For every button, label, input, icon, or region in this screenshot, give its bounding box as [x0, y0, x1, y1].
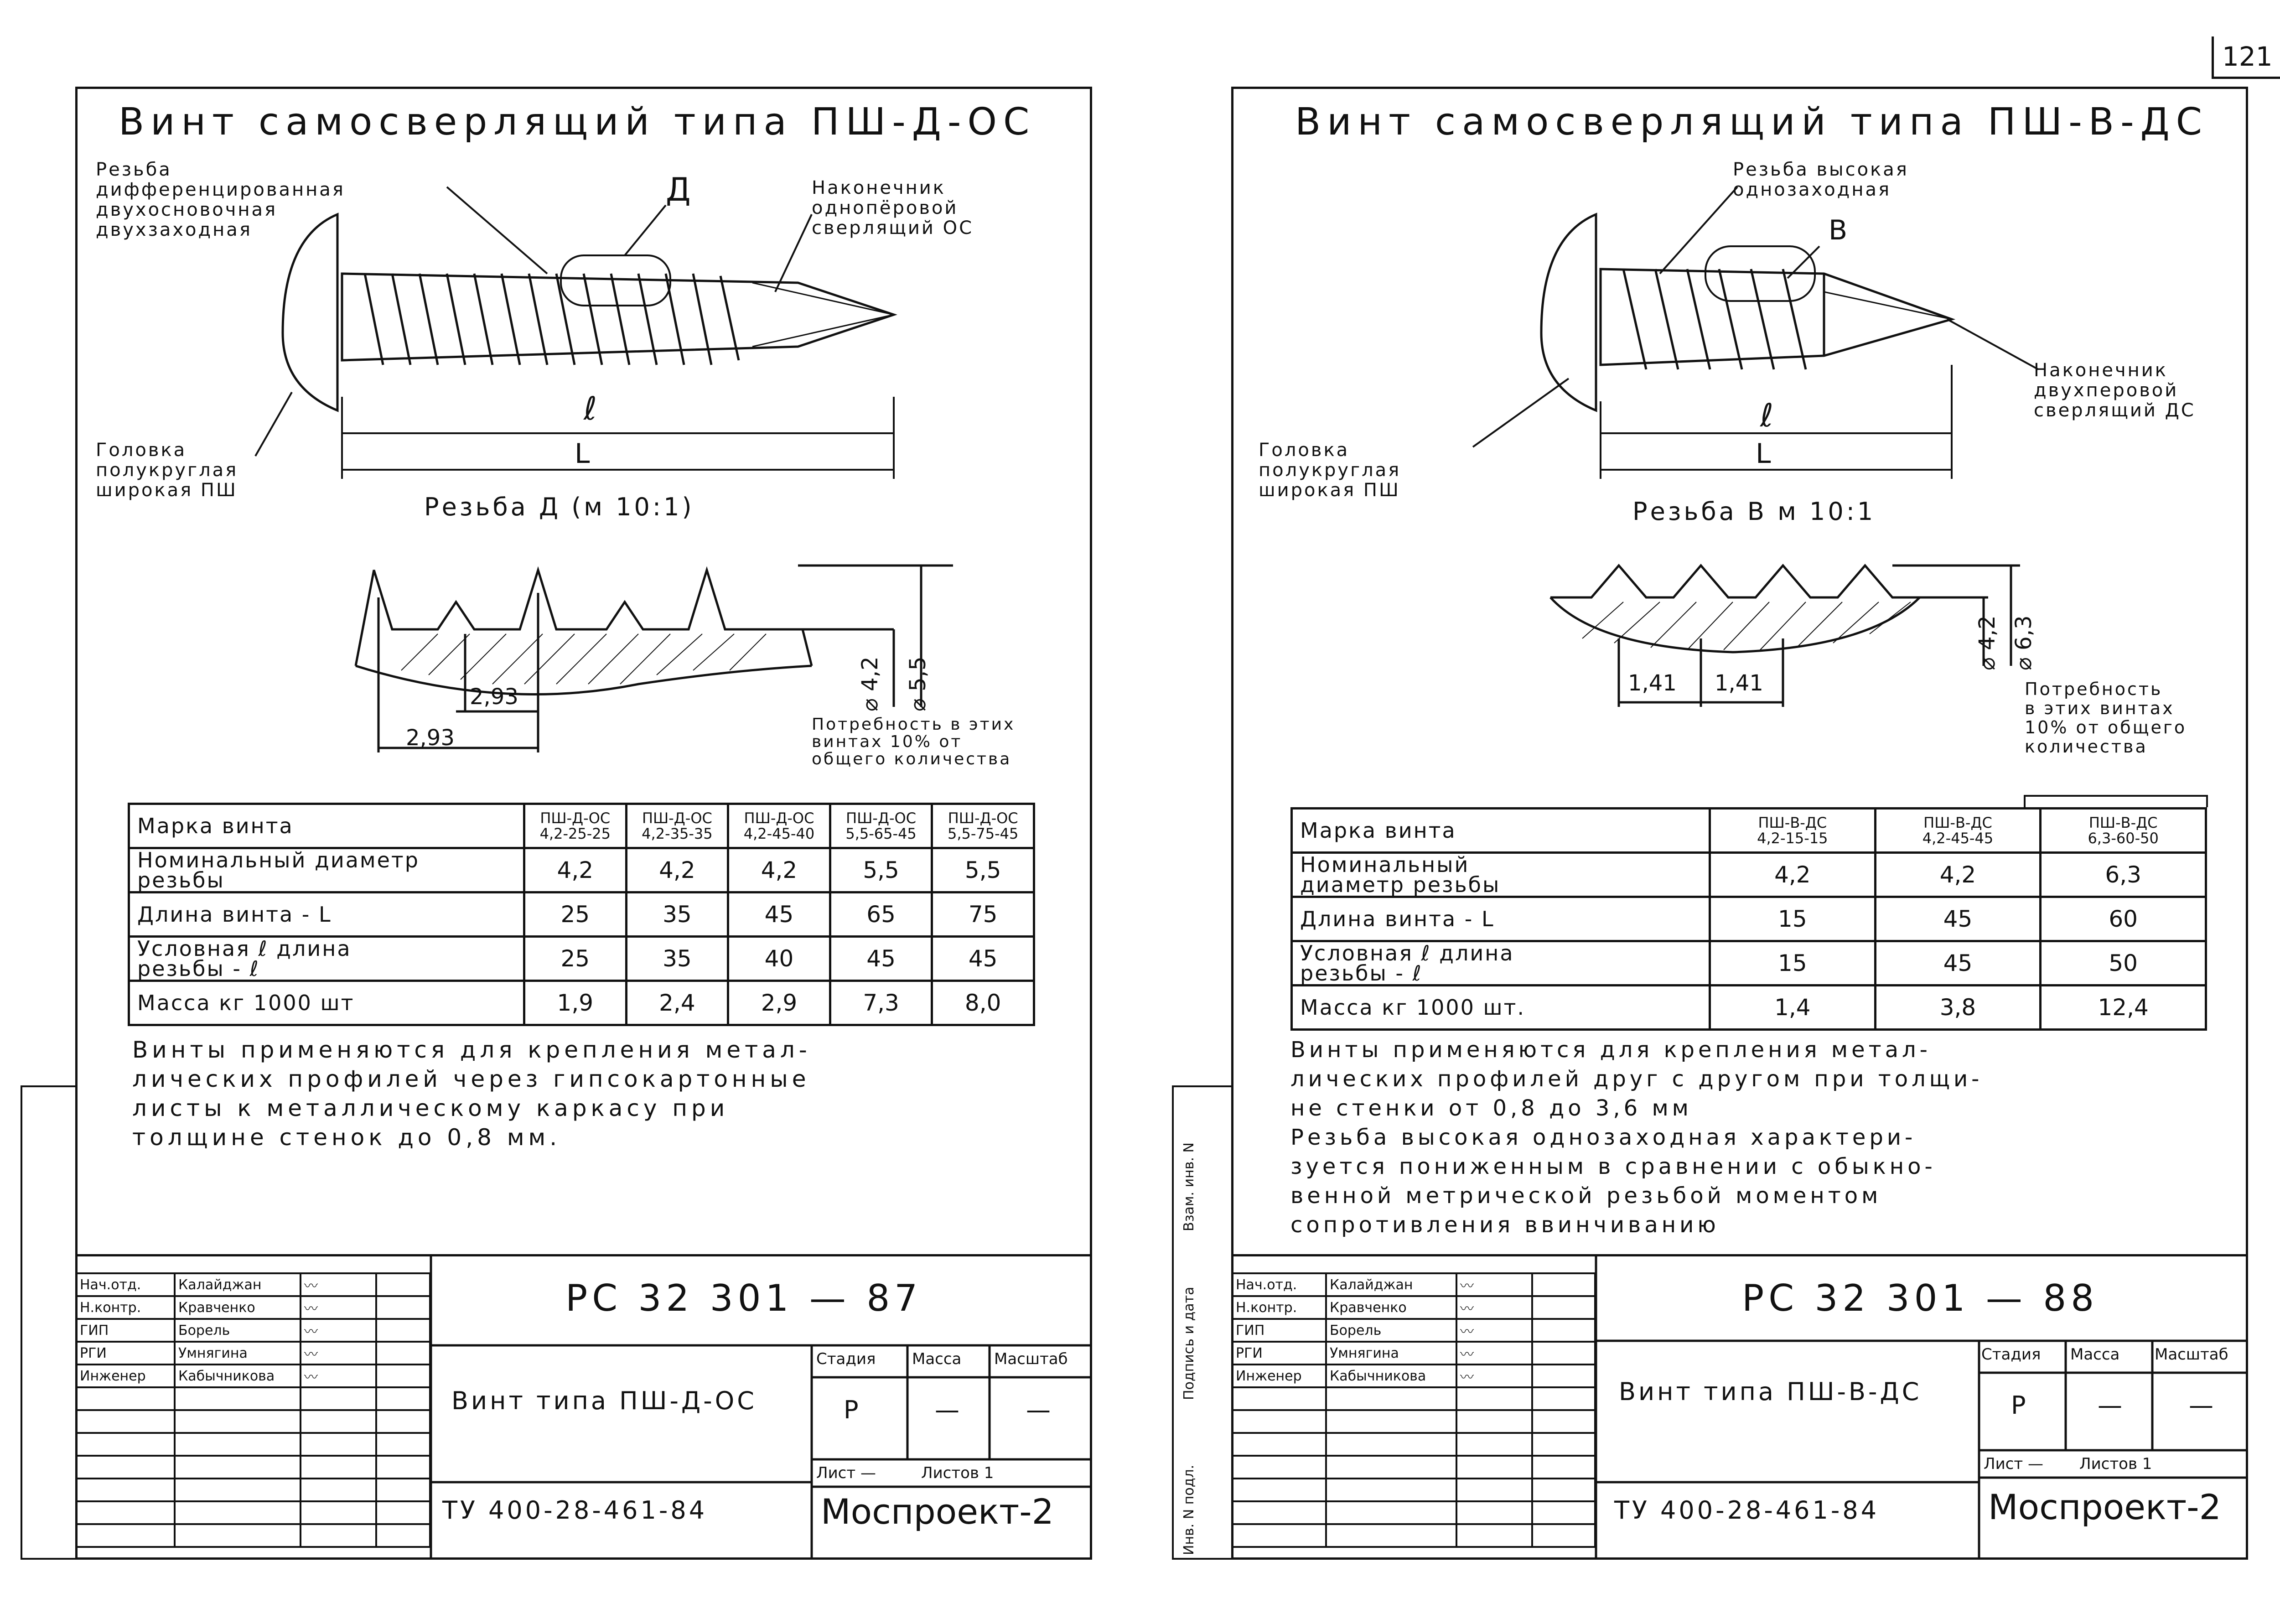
right-thread-section: Резьба В м 10:1	[1632, 497, 1876, 526]
table-cell: 45	[932, 937, 1034, 981]
table-cell: 6,3	[2041, 853, 2206, 897]
left-product-name: Винт типа ПШ-Д-ОС	[451, 1386, 757, 1415]
table-cell: Кравченко	[1326, 1296, 1456, 1319]
table-cell: 45	[1875, 897, 2041, 941]
right-dim-141a: 1,41	[1628, 670, 1677, 696]
table-header-cell: ПШ-В-ДС 4,2-15-15	[1710, 809, 1876, 853]
left-thread-section: Резьба Д (м 10:1)	[424, 493, 694, 521]
table-cell: Кравченко	[175, 1296, 301, 1319]
right-usage-text: Винты применяются для крепления метал- лических профилей друг с другом при толщи- не стенки от 0,8 до 3,6 мм Резьба высокая однозаходная характери- зуется пониженным в сравнении с обыкно- венной метрической резьбой моментом сопротивления ввинчиванию	[1290, 1037, 1983, 1238]
table-cell: 65	[830, 892, 932, 937]
signature: 〰	[301, 1342, 376, 1365]
table-cell: 2,9	[728, 981, 830, 1025]
right-dim-141b: 1,41	[1715, 670, 1763, 696]
right-mass-header: Масса	[2070, 1345, 2120, 1364]
signature: 〰	[1456, 1342, 1532, 1365]
left-dim-55: ⌀ 5,5	[905, 656, 931, 711]
page-number: 121	[2212, 36, 2280, 79]
table-cell: Борель	[1326, 1319, 1456, 1342]
right-sheet-no: Лист —	[1984, 1455, 2043, 1473]
left-stage-header: Стадия	[816, 1350, 876, 1368]
table-header-cell: ПШ-Д-ОС 4,2-25-25	[524, 804, 627, 848]
table-cell: Кабычникова	[1326, 1365, 1456, 1387]
table-cell: Длина винта - L	[129, 892, 524, 937]
table-cell: Инженер	[76, 1365, 175, 1387]
table-cell: 15	[1710, 897, 1876, 941]
right-stage: Р	[2011, 1391, 2029, 1420]
signature: 〰	[1456, 1319, 1532, 1342]
side-label-inv: Инв. N подл.	[1181, 1464, 1197, 1555]
table-cell: 12,4	[2041, 986, 2206, 1030]
right-scale: —	[2189, 1391, 2216, 1420]
table-cell: Масса кг 1000 шт.	[1292, 986, 1710, 1030]
table-cell: 75	[932, 892, 1034, 937]
table-header-cell: Марка винта	[1292, 809, 1710, 853]
right-dim-42: ⌀ 4,2	[1974, 615, 2000, 670]
left-title: Винт самосверлящий типа ПШ-Д-ОС	[119, 100, 1036, 144]
right-dim-l: ℓ	[1760, 397, 1773, 434]
table-cell: Номинальный диаметр резьбы	[1292, 853, 1710, 897]
signature: 〰	[301, 1319, 376, 1342]
left-usage-text: Винты применяются для крепления метал- лических профилей через гипсокартонные листы к металлическому каркасу при толщине стенок до 0,8 мм.	[132, 1037, 811, 1151]
left-dim-L: L	[575, 438, 590, 470]
left-doc-code: РС 32 301 — 87	[565, 1277, 922, 1319]
right-sheets-count: Листов 1	[2079, 1455, 2152, 1473]
table-cell: 4,2	[728, 848, 830, 892]
right-mass: —	[2098, 1391, 2125, 1420]
right-product-name: Винт типа ПШ-В-ДС	[1619, 1377, 1922, 1406]
left-tip-label: Наконечник однопёровой сверлящий ОС	[812, 177, 974, 239]
table-cell: Номинальный диаметр резьбы	[129, 848, 524, 892]
table-cell: 35	[626, 937, 728, 981]
table-cell: 5,5	[830, 848, 932, 892]
table-header-cell: ПШ-Д-ОС 5,5-75-45	[932, 804, 1034, 848]
table-cell: 50	[2041, 941, 2206, 986]
right-scale-header: Масштаб	[2155, 1345, 2228, 1364]
table-cell: 2,4	[626, 981, 728, 1025]
table-cell: 5,5	[932, 848, 1034, 892]
table-cell: 4,2	[1875, 853, 2041, 897]
right-stage-header: Стадия	[1981, 1345, 2041, 1364]
left-scale-header: Масштаб	[994, 1350, 1068, 1368]
table-cell: ГИП	[76, 1319, 175, 1342]
table-header-cell: ПШ-Д-ОС 5,5-65-45	[830, 804, 932, 848]
table-cell: 1,4	[1710, 986, 1876, 1030]
side-label-replaced: Взам. инв. N	[1181, 1142, 1197, 1231]
signature: 〰	[1456, 1273, 1532, 1296]
table-cell: 4,2	[524, 848, 627, 892]
table-cell: 7,3	[830, 981, 932, 1025]
table-cell: Кабычникова	[175, 1365, 301, 1387]
table-header-cell: ПШ-Д-ОС 4,2-45-40	[728, 804, 830, 848]
right-title: Винт самосверлящий типа ПШ-В-ДС	[1295, 100, 2208, 144]
signature: 〰	[1456, 1296, 1532, 1319]
table-cell: Нач.отд.	[1232, 1273, 1326, 1296]
table-cell: Калайджан	[175, 1273, 301, 1296]
right-head-label: Головка полукруглая широкая ПШ	[1259, 440, 1401, 501]
table-cell: 45	[1875, 941, 2041, 986]
table-cell: Н.контр.	[1232, 1296, 1326, 1319]
right-need-note: Потребность в этих винтах 10% от общего количества	[2025, 679, 2187, 757]
right-dim-L: L	[1756, 438, 1771, 470]
side-label-sign-date: Подпись и дата	[1181, 1287, 1197, 1400]
left-need-note: Потребность в этих винтах 10% от общего количества	[812, 715, 1016, 768]
right-thread-label: Резьба высокая однозаходная	[1733, 159, 1909, 200]
signature: 〰	[1456, 1365, 1532, 1387]
left-mass: —	[935, 1396, 962, 1424]
signature: 〰	[301, 1273, 376, 1296]
table-cell: Инженер	[1232, 1365, 1326, 1387]
table-cell: Условная ℓ длина резьбы - ℓ	[129, 937, 524, 981]
right-dim-63: ⌀ 6,3	[2011, 615, 2036, 670]
left-dim-42: ⌀ 4,2	[857, 656, 883, 711]
table-cell: 4,2	[626, 848, 728, 892]
left-mark-d: Д	[666, 171, 691, 208]
table-cell: Условная ℓ длина резьбы - ℓ	[1292, 941, 1710, 986]
left-tu: ТУ 400-28-461-84	[442, 1496, 708, 1525]
left-dim-l: ℓ	[584, 390, 597, 427]
left-sheet-no: Лист —	[816, 1464, 876, 1482]
table-cell: Умнягина	[1326, 1342, 1456, 1365]
signature: 〰	[301, 1365, 376, 1387]
table-cell: 3,8	[1875, 986, 2041, 1030]
signature: 〰	[301, 1296, 376, 1319]
left-scale: —	[1026, 1396, 1053, 1424]
left-mass-header: Масса	[912, 1350, 962, 1368]
left-head-label: Головка полукруглая широкая ПШ	[96, 440, 238, 501]
left-organization: Моспроект-2	[821, 1491, 1054, 1532]
table-header-cell: ПШ-В-ДС 4,2-45-45	[1875, 809, 2041, 853]
table-cell: РГИ	[76, 1342, 175, 1365]
table-cell: 35	[626, 892, 728, 937]
table-cell: 40	[728, 937, 830, 981]
table-cell: 25	[524, 892, 627, 937]
table-cell: 4,2	[1710, 853, 1876, 897]
table-cell: Борель	[175, 1319, 301, 1342]
table-cell: 60	[2041, 897, 2206, 941]
right-mark-b: В	[1829, 214, 1848, 246]
table-header-cell: ПШ-Д-ОС 4,2-35-35	[626, 804, 728, 848]
table-header-cell: Марка винта	[129, 804, 524, 848]
right-organization: Моспроект-2	[1988, 1487, 2221, 1527]
left-sheets-count: Листов 1	[921, 1464, 994, 1482]
table-cell: РГИ	[1232, 1342, 1326, 1365]
table-cell: 45	[830, 937, 932, 981]
table-cell: Нач.отд.	[76, 1273, 175, 1296]
table-cell: Калайджан	[1326, 1273, 1456, 1296]
table-header-cell: ПШ-В-ДС 6,3-60-50	[2041, 809, 2206, 853]
right-doc-code: РС 32 301 — 88	[1742, 1277, 2099, 1319]
table-cell: 25	[524, 937, 627, 981]
left-stage: Р	[844, 1396, 861, 1424]
table-cell: Масса кг 1000 шт	[129, 981, 524, 1025]
table-cell: ГИП	[1232, 1319, 1326, 1342]
table-cell: 45	[728, 892, 830, 937]
left-dim-293b: 2,93	[406, 725, 455, 751]
right-tu: ТУ 400-28-461-84	[1614, 1496, 1880, 1525]
table-cell: 8,0	[932, 981, 1034, 1025]
left-dim-293a: 2,93	[470, 684, 518, 710]
table-cell: 1,9	[524, 981, 627, 1025]
table-cell: Умнягина	[175, 1342, 301, 1365]
table-cell: Н.контр.	[76, 1296, 175, 1319]
right-tip-label: Наконечник двухперовой сверлящий ДС	[2034, 360, 2196, 421]
table-cell: 15	[1710, 941, 1876, 986]
left-thread-label: Резьба дифференцированная двухосновочная двухзаходная	[96, 159, 345, 240]
table-cell: Длина винта - L	[1292, 897, 1710, 941]
